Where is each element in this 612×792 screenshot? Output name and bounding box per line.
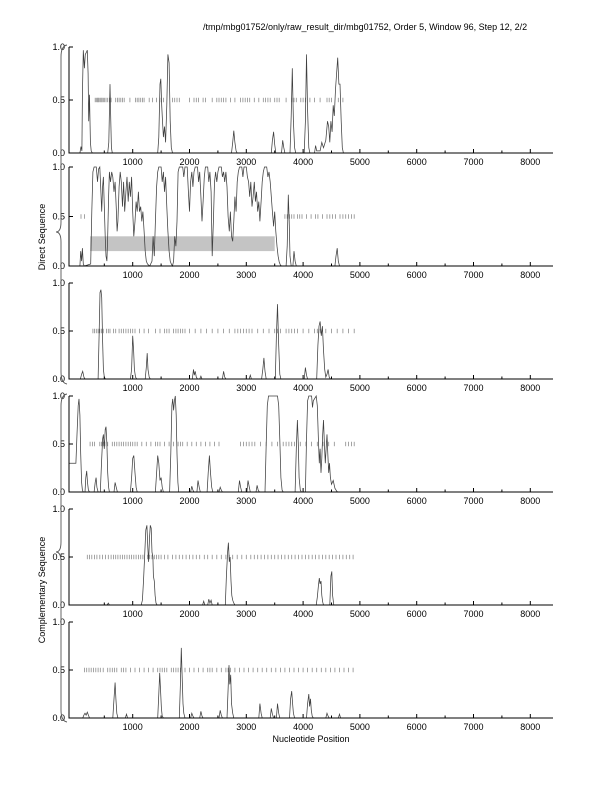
orf-marker-row bbox=[87, 555, 353, 559]
x-tick-label: 6000 bbox=[406, 383, 427, 393]
y-tick-label: 1.0 bbox=[52, 162, 65, 172]
y-tick-label: 0.0 bbox=[52, 713, 65, 723]
x-tick-label: 4000 bbox=[293, 609, 314, 619]
x-tick-label: 7000 bbox=[463, 157, 484, 167]
x-tick-label: 5000 bbox=[349, 609, 370, 619]
x-tick-label: 3000 bbox=[236, 383, 257, 393]
x-tick-label: 8000 bbox=[520, 722, 541, 732]
x-tick-label: 5000 bbox=[349, 157, 370, 167]
x-tick-label: 7000 bbox=[463, 383, 484, 393]
y-tick-label: 0.0 bbox=[52, 261, 65, 271]
panel-direct-frame-1 bbox=[52, 42, 553, 167]
axis-lines bbox=[69, 283, 553, 379]
plot-title: /tmp/mbg01752/only/raw_result_dir/mbg01752, Order 5, Window 96, Step 12, 2/2 bbox=[203, 22, 528, 32]
y-tick-label: 1.0 bbox=[52, 391, 65, 401]
x-tick-label: 2000 bbox=[179, 383, 200, 393]
x-tick-label: 4000 bbox=[293, 383, 314, 393]
x-tick-label: 1000 bbox=[122, 383, 143, 393]
y-tick-label: 0.0 bbox=[52, 487, 65, 497]
probability-curve bbox=[69, 290, 553, 379]
x-tick-label: 6000 bbox=[406, 270, 427, 280]
y-tick-label: 0.5 bbox=[52, 211, 65, 222]
x-tick-label: 3000 bbox=[236, 496, 257, 506]
axis-lines bbox=[69, 509, 553, 605]
complementary-sequence-group-label: Complementary Sequence bbox=[37, 536, 47, 644]
x-tick-label: 1000 bbox=[122, 496, 143, 506]
y-tick-label: 1.0 bbox=[52, 42, 65, 52]
x-tick-label: 4000 bbox=[293, 157, 314, 167]
probability-curve bbox=[69, 648, 553, 718]
panel-complementary-frame-1 bbox=[52, 391, 553, 506]
x-tick-label: 6000 bbox=[406, 496, 427, 506]
x-tick-label: 1000 bbox=[122, 609, 143, 619]
x-tick-label: 7000 bbox=[463, 722, 484, 732]
x-tick-label: 2000 bbox=[179, 270, 200, 280]
orf-marker-row bbox=[93, 329, 354, 333]
y-tick-label: 1.0 bbox=[52, 504, 65, 514]
y-tick-label: 0.0 bbox=[52, 148, 65, 158]
x-tick-label: 6000 bbox=[406, 157, 427, 167]
x-tick-label: 7000 bbox=[463, 496, 484, 506]
x-tick-label: 5000 bbox=[349, 270, 370, 280]
x-tick-label: 3000 bbox=[236, 270, 257, 280]
x-tick-label: 1000 bbox=[122, 157, 143, 167]
probability-curve bbox=[69, 525, 553, 605]
x-tick-label: 8000 bbox=[520, 270, 541, 280]
y-tick-label: 0.5 bbox=[52, 665, 65, 675]
y-tick-label: 0.5 bbox=[52, 552, 65, 562]
y-tick-label: 1.0 bbox=[52, 278, 65, 288]
x-tick-label: 8000 bbox=[520, 496, 541, 506]
x-tick-label: 5000 bbox=[349, 496, 370, 506]
panel-direct-frame-2 bbox=[52, 162, 553, 280]
coding-region-band bbox=[90, 236, 275, 251]
x-tick-label: 7000 bbox=[463, 270, 484, 280]
y-tick-label: 1.0 bbox=[52, 617, 65, 627]
x-tick-label: 4000 bbox=[293, 270, 314, 280]
x-tick-label: 3000 bbox=[236, 157, 257, 167]
x-tick-label: 6000 bbox=[406, 722, 427, 732]
x-tick-label: 6000 bbox=[406, 609, 427, 619]
x-tick-label: 4000 bbox=[293, 496, 314, 506]
probability-curve bbox=[69, 50, 553, 153]
panel-complementary-frame-3 bbox=[52, 617, 553, 732]
x-tick-label: 8000 bbox=[520, 157, 541, 167]
x-tick-label: 2000 bbox=[179, 157, 200, 167]
x-tick-label: 8000 bbox=[520, 383, 541, 393]
x-axis-title: Nucleotide Position bbox=[272, 734, 350, 744]
x-tick-label: 3000 bbox=[236, 609, 257, 619]
orf-marker-row bbox=[90, 442, 354, 446]
y-tick-label: 0.5 bbox=[52, 439, 65, 449]
x-tick-label: 5000 bbox=[349, 722, 370, 732]
panel-complementary-frame-2 bbox=[52, 504, 553, 619]
x-tick-label: 1000 bbox=[122, 270, 143, 280]
y-tick-label: 0.5 bbox=[52, 95, 65, 105]
x-tick-label: 5000 bbox=[349, 383, 370, 393]
x-tick-label: 3000 bbox=[236, 722, 257, 732]
x-tick-label: 7000 bbox=[463, 609, 484, 619]
orf-marker-row bbox=[84, 668, 353, 672]
x-tick-label: 4000 bbox=[293, 722, 314, 732]
x-tick-label: 2000 bbox=[179, 496, 200, 506]
panel-direct-frame-3 bbox=[52, 278, 553, 393]
y-tick-label: 0.5 bbox=[52, 326, 65, 336]
y-tick-label: 0.0 bbox=[52, 600, 65, 610]
x-tick-label: 8000 bbox=[520, 609, 541, 619]
direct-sequence-group-label: Direct Sequence bbox=[37, 203, 47, 271]
x-tick-label: 2000 bbox=[179, 722, 200, 732]
x-tick-label: 1000 bbox=[122, 722, 143, 732]
y-tick-label: 0.0 bbox=[52, 374, 65, 384]
orf-marker-row bbox=[81, 214, 354, 218]
x-tick-label: 2000 bbox=[179, 609, 200, 619]
axis-lines bbox=[69, 47, 553, 153]
